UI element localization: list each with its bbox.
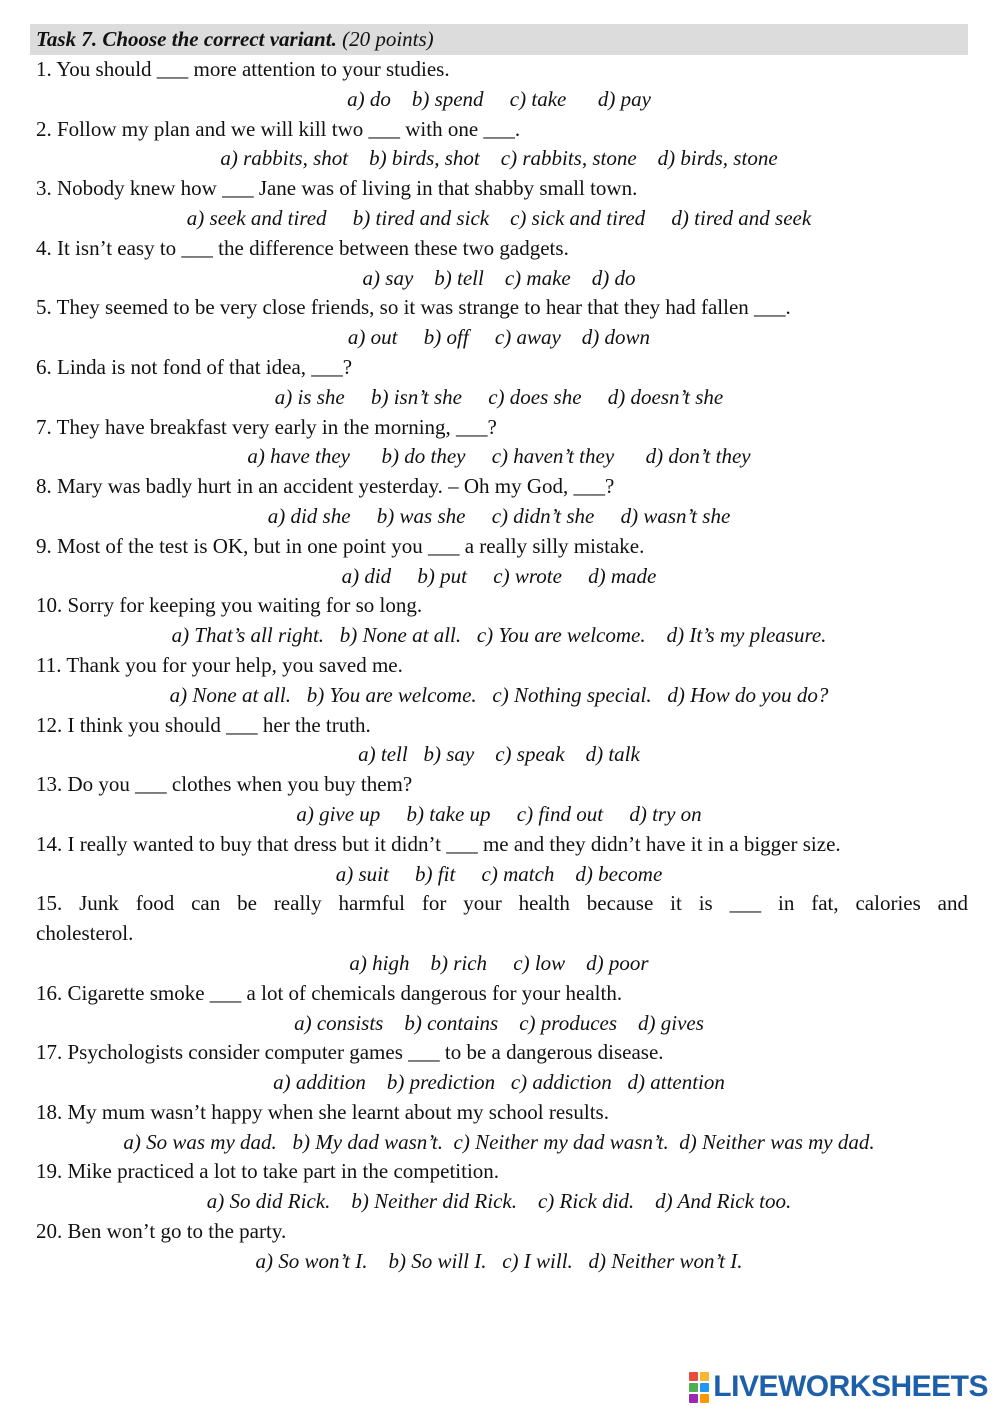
- question-list: [30, 55, 968, 1277]
- question-text-continued: cholesterol.: [36, 921, 134, 946]
- question-text: 5. They seemed to be very close friends, so it was strange to hear that they had fallen ___.: [36, 295, 791, 320]
- task-points: (20 points): [336, 27, 434, 51]
- answer-options: a) is she b) isn’t she c) does she d) doesn’t she: [274, 384, 724, 409]
- answer-options: a) say b) tell c) make d) do: [362, 265, 636, 290]
- question-text: 7. They have breakfast very early in the morning, ___?: [36, 414, 497, 439]
- answer-options: a) addition b) prediction c) addiction d) attention: [273, 1070, 725, 1095]
- logo-mark-icon: [689, 1372, 709, 1403]
- task-title: Task 7. Choose the correct variant.: [36, 27, 337, 51]
- answer-options: a) So won’t I. b) So will I. c) I will. d) Neither won’t I.: [255, 1248, 743, 1273]
- logo-square: [689, 1383, 698, 1392]
- question-text: 4. It isn’t easy to ___ the difference between these two gadgets.: [36, 235, 569, 260]
- logo-square: [700, 1394, 709, 1403]
- worksheet-page: [30, 24, 968, 1277]
- answer-options: a) None at all. b) You are welcome. c) Nothing special. d) How do you do?: [169, 682, 829, 707]
- logo-square: [689, 1394, 698, 1403]
- question-text: 3. Nobody knew how ___ Jane was of living in that shabby small town.: [36, 176, 638, 201]
- question-text: 10. Sorry for keeping you waiting for so long.: [36, 593, 423, 618]
- logo-square: [689, 1372, 698, 1381]
- question-text: 12. I think you should ___ her the truth.: [36, 712, 371, 737]
- logo-square: [700, 1372, 709, 1381]
- liveworksheets-logo[interactable]: [689, 1370, 988, 1404]
- answer-options: a) tell b) say c) speak d) talk: [358, 742, 640, 767]
- question-text: 2. Follow my plan and we will kill two ___ with one ___.: [36, 116, 521, 141]
- question-text: 8. Mary was badly hurt in an accident yesterday. – Oh my God, ___?: [36, 474, 615, 499]
- answer-options: a) did b) put c) wrote d) made: [341, 563, 657, 588]
- answer-options: a) consists b) contains c) produces d) gives: [294, 1010, 704, 1035]
- question-text: 6. Linda is not fond of that idea, ___?: [36, 354, 353, 379]
- answer-options: a) So did Rick. b) Neither did Rick. c) Rick did. d) And Rick too.: [206, 1189, 792, 1214]
- question-text: 1. You should ___ more attention to your studies.: [36, 57, 450, 81]
- question-text: 9. Most of the test is OK, but in one point you ___ a really silly mistake.: [36, 533, 645, 558]
- answer-options: a) rabbits, shot b) birds, shot c) rabbits, stone d) birds, stone: [220, 146, 778, 171]
- answer-options: a) That’s all right. b) None at all. c) You are welcome. d) It’s my pleasure.: [171, 623, 827, 648]
- logo-text: LIVEWORKSHEETS: [713, 1370, 988, 1403]
- question-text: 17. Psychologists consider computer games ___ to be a dangerous disease.: [36, 1040, 664, 1065]
- answer-options: a) out b) off c) away d) down: [347, 325, 651, 350]
- question-text: 18. My mum wasn’t happy when she learnt about my school results.: [36, 1099, 609, 1124]
- answer-options: a) give up b) take up c) find out d) try on: [296, 801, 702, 826]
- question-text: 16. Cigarette smoke ___ a lot of chemicals dangerous for your health.: [36, 980, 623, 1005]
- question-text: 19. Mike practiced a lot to take part in the competition.: [36, 1159, 500, 1184]
- answer-options: a) suit b) fit c) match d) become: [335, 861, 663, 886]
- question-text: 13. Do you ___ clothes when you buy them?: [36, 772, 413, 797]
- question-text: 20. Ben won’t go to the party.: [36, 1219, 287, 1244]
- answer-options: a) seek and tired b) tired and sick c) sick and tired d) tired and seek: [186, 205, 812, 230]
- logo-square: [700, 1383, 709, 1392]
- answer-options: a) So was my dad. b) My dad wasn’t. c) Neither my dad wasn’t. d) Neither was my dad.: [123, 1129, 875, 1154]
- answer-options: a) have they b) do they c) haven’t they d) don’t they: [247, 444, 751, 469]
- question-text: 14. I really wanted to buy that dress but it didn’t ___ me and they didn’t have it in a bigger size.: [36, 831, 841, 856]
- question-text: 15. Junk food can be really harmful for your health because it is ___ in fat, calories and: [36, 891, 968, 916]
- answer-options: a) did she b) was she c) didn’t she d) wasn’t she: [267, 503, 731, 528]
- task-header: [30, 24, 968, 55]
- answer-options: a) do b) spend c) take d) pay: [347, 86, 651, 111]
- answer-options: a) high b) rich c) low d) poor: [349, 950, 649, 975]
- question-text: 11. Thank you for your help, you saved me.: [36, 652, 403, 677]
